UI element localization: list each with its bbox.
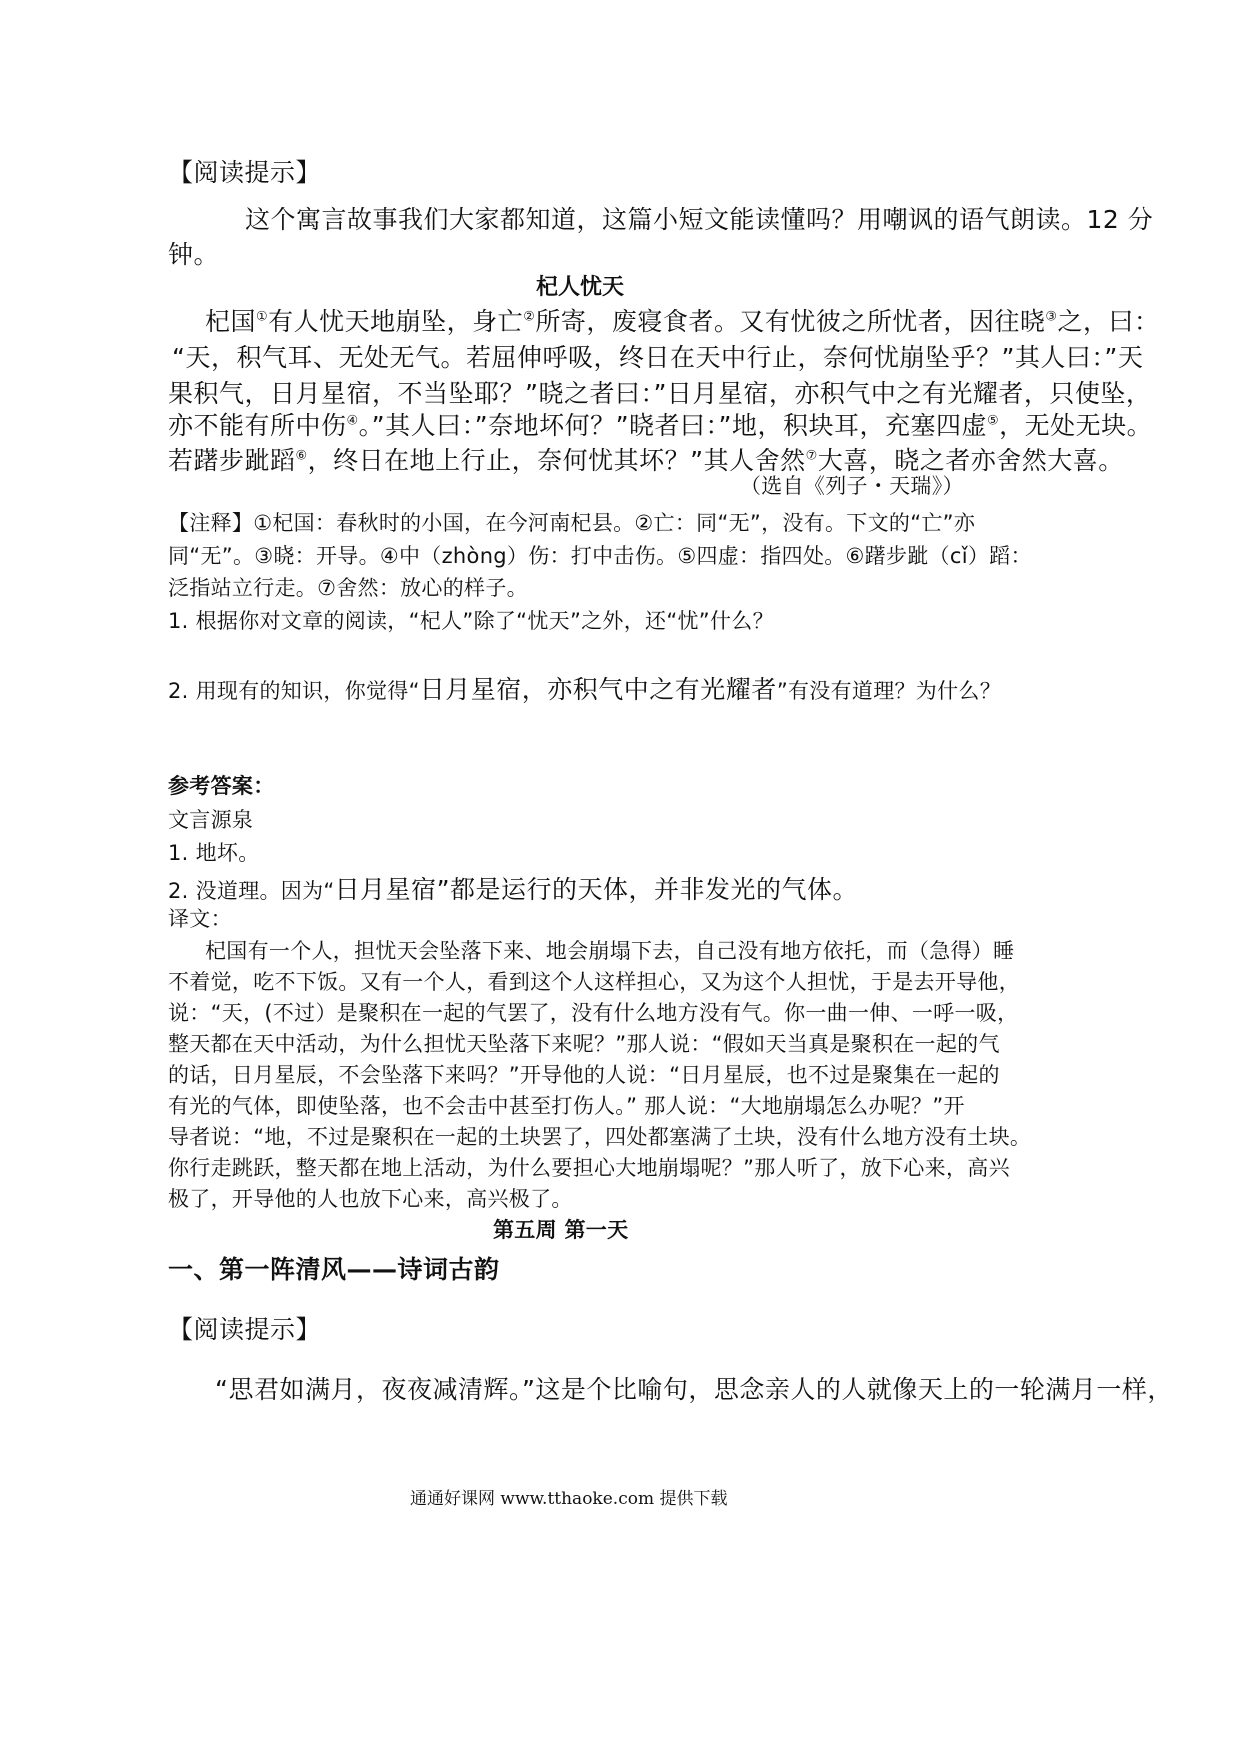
reading-hint-text-line2: 钟。 bbox=[168, 240, 220, 269]
translation-line-6: 有光的气体，即使坠落，也不会击中甚至打伤人。” 那人说：“大地崩塌怎么办呢？”开 bbox=[168, 1094, 965, 1118]
answer-1: 1. 地坏。 bbox=[168, 841, 260, 865]
notes-line-3: 泛指站立行走。⑦舍然：放心的样子。 bbox=[168, 576, 528, 600]
answer-2: 2. 没道理。因为“日月星宿”都是运行的天体，并非发光的气体。 bbox=[168, 875, 859, 904]
answers-subheading: 文言源泉 bbox=[168, 808, 254, 832]
page-footer: 通通好课网 www.tthaoke.com 提供下载 bbox=[410, 1489, 728, 1509]
week-title: 第五周 第一天 bbox=[493, 1218, 629, 1242]
reading-hint-label: 【阅读提示】 bbox=[168, 158, 322, 187]
notes-line-2: 同“无”。③晓：开导。④中（zhòng）伤：打中击伤。⑤四虚：指四处。⑥躇步跐（cǐ）蹈： bbox=[168, 544, 1032, 568]
story-line-5: 若躇步跐蹈⑥，终日在地上行止，奈何忧其坏？”其人舍然⑦大喜，晓之者亦舍然大喜。 bbox=[168, 446, 1124, 475]
translation-line-9: 极了，开导他的人也放下心来，高兴极了。 bbox=[168, 1187, 573, 1211]
story-title: 杞人忧天 bbox=[536, 275, 625, 300]
translation-line-5: 的话，日月星辰，不会坠落下来吗？”开导他的人说：“日月星辰，也不过是聚集在一起的 bbox=[168, 1063, 1000, 1087]
translation-line-4: 整天都在天中活动，为什么担忧天坠落下来呢？”那人说：“假如天当真是聚积在一起的气 bbox=[168, 1032, 1000, 1056]
story-source: （选自《列子・天瑞》） bbox=[740, 474, 964, 498]
question-1: 1. 根据你对文章的阅读，“杞人”除了“忧天”之外，还“忧”什么？ bbox=[168, 609, 774, 633]
reading-hint-text-2: “思君如满月，夜夜减清辉。”这是个比喻句，思念亲人的人就像天上的一轮满月一样， bbox=[215, 1375, 1173, 1404]
answers-heading: 参考答案： bbox=[168, 774, 275, 798]
translation-line-3: 说：“天，(不过）是聚积在一起的气罢了，没有什么地方没有气。你一曲一伸、一呼一吸， bbox=[168, 1001, 1019, 1025]
translation-line-1: 杞国有一个人，担忧天会坠落下来、地会崩塌下去，自己没有地方依托，而（急得）睡 bbox=[205, 939, 1015, 963]
story-line-2: “天，积气耳、无处无气。若屈伸呼吸，终日在天中行止，奈何忧崩坠乎？”其人曰：”天 bbox=[172, 343, 1144, 372]
story-line-4: 亦不能有所中伤④。”其人曰：”奈地坏何？”晓者曰：”地，积块耳，充塞四虚⑤，无处无块。 bbox=[168, 411, 1153, 440]
reading-hint-label-2: 【阅读提示】 bbox=[168, 1315, 322, 1344]
story-line-3: 果积气，日月星宿，不当坠耶？”晓之者曰：”日月星宿，亦积气中之有光耀者，只使坠， bbox=[168, 379, 1152, 408]
translation-line-7: 导者说：“地，不过是聚积在一起的土块罢了，四处都塞满了土块，没有什么地方没有土块。 bbox=[168, 1125, 1032, 1149]
translation-line-2: 不着觉，吃不下饭。又有一个人，看到这个人这样担心，又为这个人担忧，于是去开导他， bbox=[168, 970, 1020, 994]
translation-line-8: 你行走跳跃，整天都在地上活动，为什么要担心大地崩塌呢？”那人听了，放下心来，高兴 bbox=[168, 1156, 1010, 1180]
notes-line-1: 【注释】①杞国：春秋时的小国，在今河南杞县。②亡：同“无”，没有。下文的“亡”亦 bbox=[168, 511, 976, 535]
reading-hint-text-line1: 这个寓言故事我们大家都知道，这篇小短文能读懂吗？用嘲讽的语气朗读。12 分 bbox=[245, 205, 1154, 234]
translation-label: 译文： bbox=[168, 907, 232, 931]
section-heading: 一、第一阵清风——诗词古韵 bbox=[168, 1255, 500, 1284]
story-line-1: 杞国①有人忧天地崩坠，身亡②所寄，废寝食者。又有忧彼之所忧者，因往晓③之，曰： bbox=[205, 307, 1160, 336]
question-2: 2. 用现有的知识，你觉得“日月星宿，亦积气中之有光耀者”有没有道理？为什么？ bbox=[168, 675, 1001, 704]
